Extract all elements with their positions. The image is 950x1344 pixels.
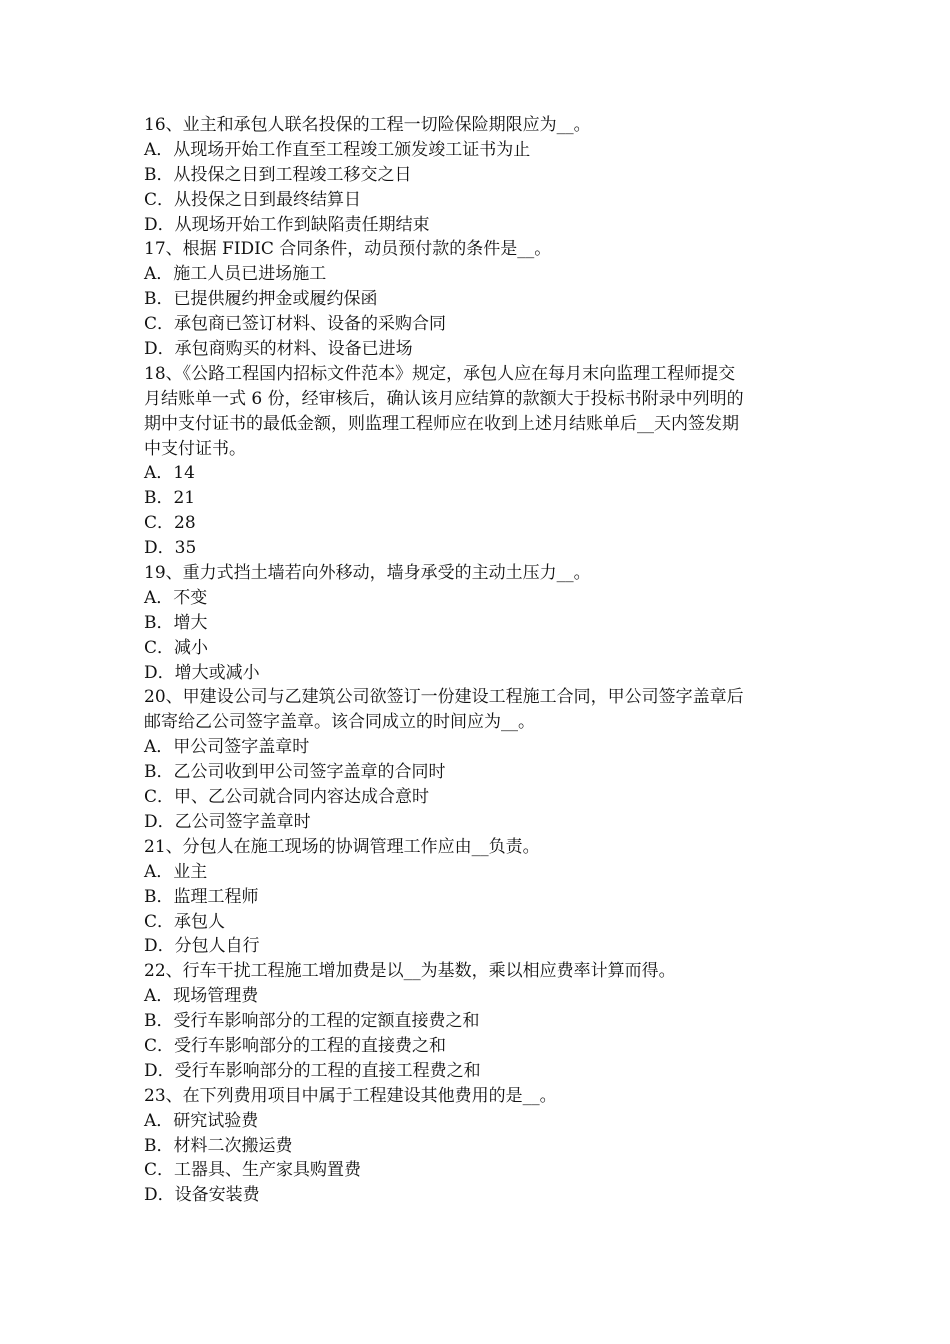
question-text: 20、甲建设公司与乙建筑公司欲签订一份建设工程施工合同，甲公司签字盖章后 — [144, 687, 744, 708]
question-text: 期中支付证书的最低金额，则监理工程师应在收到上述月结账单后__天内签发期 — [144, 413, 739, 434]
question-text: 19、重力式挡土墙若向外移动，墙身承受的主动土压力__。 — [144, 563, 591, 584]
option-c: C．承包人 — [144, 911, 226, 932]
option-b: B．受行车影响部分的工程的定额直接费之和 — [144, 1011, 480, 1032]
option-d: D．设备安装费 — [144, 1185, 260, 1206]
option-a: A．研究试验费 — [144, 1110, 259, 1131]
option-c: C．工器具、生产家具购置费 — [144, 1160, 362, 1181]
question-text: 23、在下列费用项目中属于工程建设其他费用的是__。 — [144, 1085, 557, 1106]
question-text: 中支付证书。 — [144, 438, 246, 459]
question-18 — [144, 362, 812, 561]
option-c: C．甲、乙公司就合同内容达成合意时 — [144, 787, 430, 808]
question-text: 16、业主和承包人联名投保的工程一切险保险期限应为__。 — [144, 115, 591, 135]
option-d: D．增大或减小 — [144, 662, 260, 683]
option-a: A．甲公司签字盖章时 — [144, 737, 310, 758]
question-text: 21、分包人在施工现场的协调管理工作应由__负责。 — [144, 836, 540, 857]
option-a: A．14 — [144, 463, 195, 484]
option-c: C．28 — [144, 513, 196, 534]
option-d: D．35 — [144, 538, 197, 559]
question-22 — [144, 959, 812, 1083]
question-19 — [144, 561, 812, 685]
option-a: A．施工人员已进场施工 — [144, 264, 327, 285]
option-d: D．从现场开始工作到缺陷责任期结束 — [144, 214, 430, 235]
option-d: D．分包人自行 — [144, 936, 260, 957]
question-21 — [144, 835, 812, 959]
option-b: B．21 — [144, 488, 196, 509]
question-23 — [144, 1084, 812, 1208]
option-d: D．乙公司签字盖章时 — [144, 811, 311, 832]
option-b: B．乙公司收到甲公司签字盖章的合同时 — [144, 762, 446, 783]
question-16 — [144, 113, 812, 237]
option-b: B．从投保之日到工程竣工移交之日 — [144, 164, 412, 185]
question-20 — [144, 685, 812, 834]
option-c: C．承包商已签订材料、设备的采购合同 — [144, 314, 447, 335]
option-c: C．减小 — [144, 637, 209, 658]
option-a: A．从现场开始工作直至工程竣工颁发竣工证书为止 — [144, 139, 531, 160]
question-text: 22、行车干扰工程施工增加费是以__为基数，乘以相应费率计算而得。 — [144, 961, 676, 982]
option-a: A．业主 — [144, 861, 208, 882]
option-b: B．监理工程师 — [144, 886, 259, 907]
option-c: C．受行车影响部分的工程的直接费之和 — [144, 1035, 447, 1056]
option-a: A．不变 — [144, 587, 208, 608]
document-page — [144, 113, 812, 1208]
option-b: B．已提供履约押金或履约保函 — [144, 289, 378, 310]
option-b: B．材料二次搬运费 — [144, 1135, 293, 1156]
question-text: 18、《公路工程国内招标文件范本》规定，承包人应在每月末向监理工程师提交 — [144, 363, 736, 384]
question-17 — [144, 237, 812, 361]
option-c: C．从投保之日到最终结算日 — [144, 189, 362, 210]
question-text: 月结账单一式 6 份，经审核后，确认该月应结算的款额大于投标书附录中列明的 — [144, 388, 744, 409]
option-b: B．增大 — [144, 612, 208, 633]
question-text: 邮寄给乙公司签字盖章。该合同成立的时间应为__。 — [144, 712, 535, 733]
question-text: 17、根据 FIDIC 合同条件，动员预付款的条件是__。 — [144, 239, 552, 260]
option-a: A．现场管理费 — [144, 986, 259, 1007]
option-d: D．受行车影响部分的工程的直接工程费之和 — [144, 1060, 481, 1081]
option-d: D．承包商购买的材料、设备已进场 — [144, 339, 413, 360]
